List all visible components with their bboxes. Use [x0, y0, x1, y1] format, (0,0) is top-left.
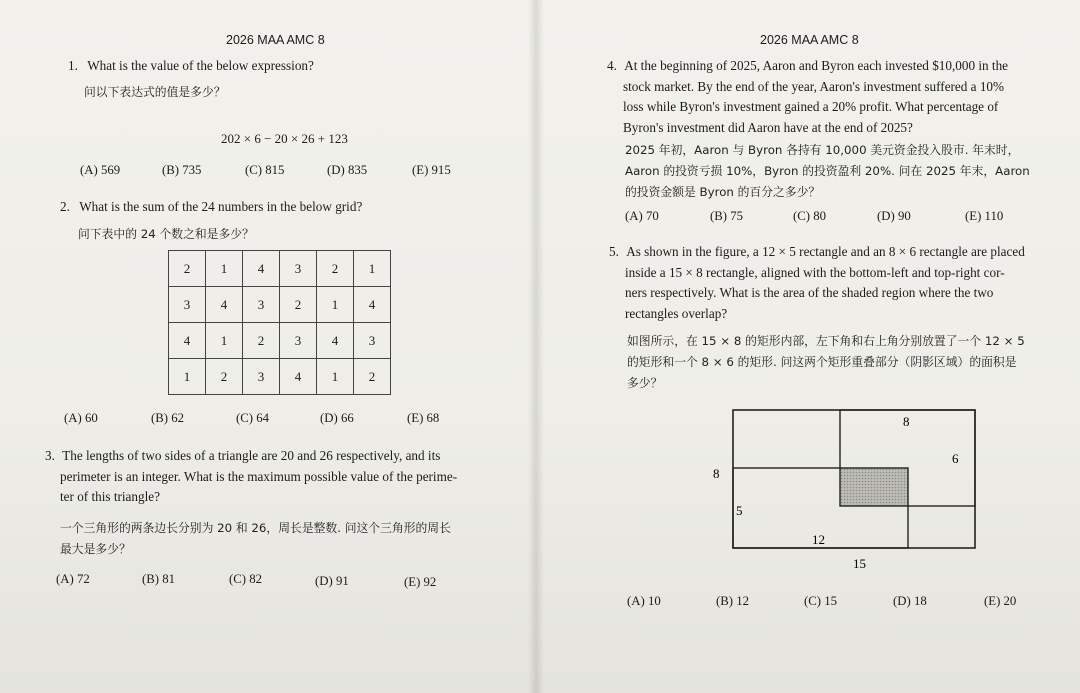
- question-text-line: loss while Byron's investment gained a 20% profit. What percentage of: [623, 99, 999, 114]
- grid-cell: 2: [169, 251, 206, 287]
- question-text: What is the sum of the 24 numbers in the below grid?: [79, 199, 363, 214]
- grid-row: [169, 251, 391, 287]
- choice-c[interactable]: (C) 15: [804, 594, 838, 608]
- choice-c[interactable]: (C) 82: [229, 572, 263, 586]
- chinese-line: Aaron 的投资亏损 10%，Byron 的投资盈利 20%. 问在 2025 年末，Aaron: [625, 164, 1030, 178]
- question-text-line: inside a 15 × 8 rectangle, aligned with the bottom-left and top-right cor-: [625, 264, 1005, 280]
- grid-cell: 1: [206, 323, 243, 359]
- question-text-line: Byron's investment did Aaron have at the end of 2025?: [623, 119, 913, 135]
- grid-cell: 4: [169, 323, 206, 359]
- label-top: 8: [903, 414, 910, 429]
- question-text-line: perimeter is an integer. What is the maximum possible value of the perime-: [60, 468, 458, 484]
- grid-cell: 1: [317, 359, 354, 395]
- choice-e[interactable]: (E) 68: [407, 411, 440, 425]
- grid-cell: 4: [243, 251, 280, 287]
- question-4-chinese: [625, 140, 1030, 203]
- grid-cell: 1: [206, 251, 243, 287]
- right-page: [535, 0, 1080, 693]
- question-2: [60, 197, 362, 218]
- choice-b[interactable]: (B) 81: [142, 572, 176, 586]
- label-inner-bottom: 12: [812, 532, 825, 547]
- question-number: 2.: [60, 199, 70, 214]
- chinese-line: 的矩形和一个 8 × 6 的矩形. 问这两个矩形重叠部分（阴影区域）的面积是: [627, 355, 1017, 369]
- choice-e[interactable]: (E) 92: [404, 575, 437, 589]
- left-page: [0, 0, 535, 693]
- question-3: [45, 446, 515, 508]
- chinese-line: 的投资金额是 Byron 的百分之多少？: [625, 185, 821, 199]
- label-left: 8: [713, 466, 720, 481]
- label-inner-left: 5: [736, 503, 743, 518]
- choice-d[interactable]: (D) 90: [877, 209, 911, 223]
- question-1-expression: 202 × 6 − 20 × 26 + 123: [221, 131, 348, 146]
- grid-row: [169, 323, 391, 359]
- grid-cell: 3: [354, 323, 391, 359]
- chinese-line: 多少？: [627, 376, 663, 390]
- grid-cell: 1: [317, 287, 354, 323]
- rectangle-figure: [705, 402, 985, 572]
- chinese-line: 2025 年初，Aaron 与 Byron 各持有 10,000 美元资金投入股市. 年末时，: [625, 143, 1020, 157]
- chinese-line: 一个三角形的两条边长分别为 20 和 26，周长是整数. 问这个三角形的周长: [60, 521, 451, 535]
- question-number: 1.: [68, 58, 78, 73]
- page-header: 2026 MAA AMC 8: [760, 33, 859, 47]
- grid-cell: 3: [243, 287, 280, 323]
- chinese-line: 如图所示，在 15 × 8 的矩形内部，左下角和右上角分别放置了一个 12 × 5: [627, 334, 1025, 348]
- question-text-line: At the beginning of 2025, Aaron and Byron each invested $10,000 in the: [624, 58, 1009, 73]
- grid-cell: 2: [280, 287, 317, 323]
- grid-cell: 4: [317, 323, 354, 359]
- choice-e[interactable]: (E) 915: [412, 163, 451, 177]
- question-number: 4.: [607, 58, 617, 73]
- label-right: 6: [952, 451, 959, 466]
- number-grid: [168, 250, 391, 395]
- choice-e[interactable]: (E) 110: [965, 209, 1004, 223]
- shaded-overlap: [840, 468, 908, 506]
- question-3-chinese: [60, 518, 451, 560]
- choice-d[interactable]: (D) 835: [327, 163, 368, 177]
- choice-b[interactable]: (B) 735: [162, 163, 202, 177]
- question-5-chinese: [627, 331, 1025, 394]
- choice-a[interactable]: (A) 60: [64, 411, 98, 425]
- grid-row: [169, 359, 391, 395]
- choice-b[interactable]: (B) 62: [151, 411, 185, 425]
- grid-cell: 3: [280, 251, 317, 287]
- grid-cell: 3: [280, 323, 317, 359]
- grid-row: [169, 287, 391, 323]
- question-1: [68, 56, 314, 77]
- question-text-line: stock market. By the end of the year, Aaron's investment suffered a 10%: [623, 78, 1005, 94]
- choice-a[interactable]: (A) 10: [627, 594, 661, 608]
- page-header: 2026 MAA AMC 8: [226, 33, 325, 47]
- grid-cell: 4: [206, 287, 243, 323]
- choice-b[interactable]: (B) 12: [716, 594, 750, 608]
- question-5: [609, 242, 1079, 324]
- grid-cell: 3: [169, 287, 206, 323]
- question-text: What is the value of the below expression?: [87, 58, 314, 73]
- question-1-chinese: 问以下表达式的值是多少？: [84, 85, 226, 99]
- choice-c[interactable]: (C) 80: [793, 209, 827, 223]
- choice-a[interactable]: (A) 72: [56, 572, 90, 586]
- grid-cell: 4: [354, 287, 391, 323]
- grid-cell: 2: [317, 251, 354, 287]
- question-text-line: The lengths of two sides of a triangle are 20 and 26 respectively, and its: [62, 448, 441, 463]
- label-bottom: 15: [853, 556, 866, 571]
- question-text-line: As shown in the figure, a 12 × 5 rectangle and an 8 × 6 rectangle are placed: [626, 244, 1025, 259]
- question-text-line: rectangles overlap?: [625, 305, 728, 321]
- choice-c[interactable]: (C) 815: [245, 163, 285, 177]
- grid-cell: 2: [354, 359, 391, 395]
- choice-d[interactable]: (D) 18: [893, 594, 927, 608]
- grid-cell: 2: [243, 323, 280, 359]
- question-text-line: ter of this triangle?: [60, 489, 160, 504]
- question-text-line: ners respectively. What is the area of the shaded region where the two: [625, 285, 994, 300]
- choice-e[interactable]: (E) 20: [984, 594, 1017, 608]
- grid-cell: 1: [354, 251, 391, 287]
- grid-cell: 2: [206, 359, 243, 395]
- chinese-line: 最大是多少？: [60, 542, 131, 556]
- grid-cell: 4: [280, 359, 317, 395]
- choice-a[interactable]: (A) 569: [80, 163, 121, 177]
- choice-a[interactable]: (A) 70: [625, 209, 659, 223]
- choice-d[interactable]: (D) 66: [320, 411, 354, 425]
- question-number: 5.: [609, 244, 619, 259]
- question-number: 3.: [45, 448, 55, 463]
- choice-c[interactable]: (C) 64: [236, 411, 270, 425]
- question-2-chinese: 问下表中的 24 个数之和是多少？: [78, 227, 254, 241]
- grid-cell: 1: [169, 359, 206, 395]
- choice-d[interactable]: (D) 91: [315, 574, 349, 588]
- question-4: [607, 56, 1077, 138]
- choice-b[interactable]: (B) 75: [710, 209, 744, 223]
- grid-cell: 3: [243, 359, 280, 395]
